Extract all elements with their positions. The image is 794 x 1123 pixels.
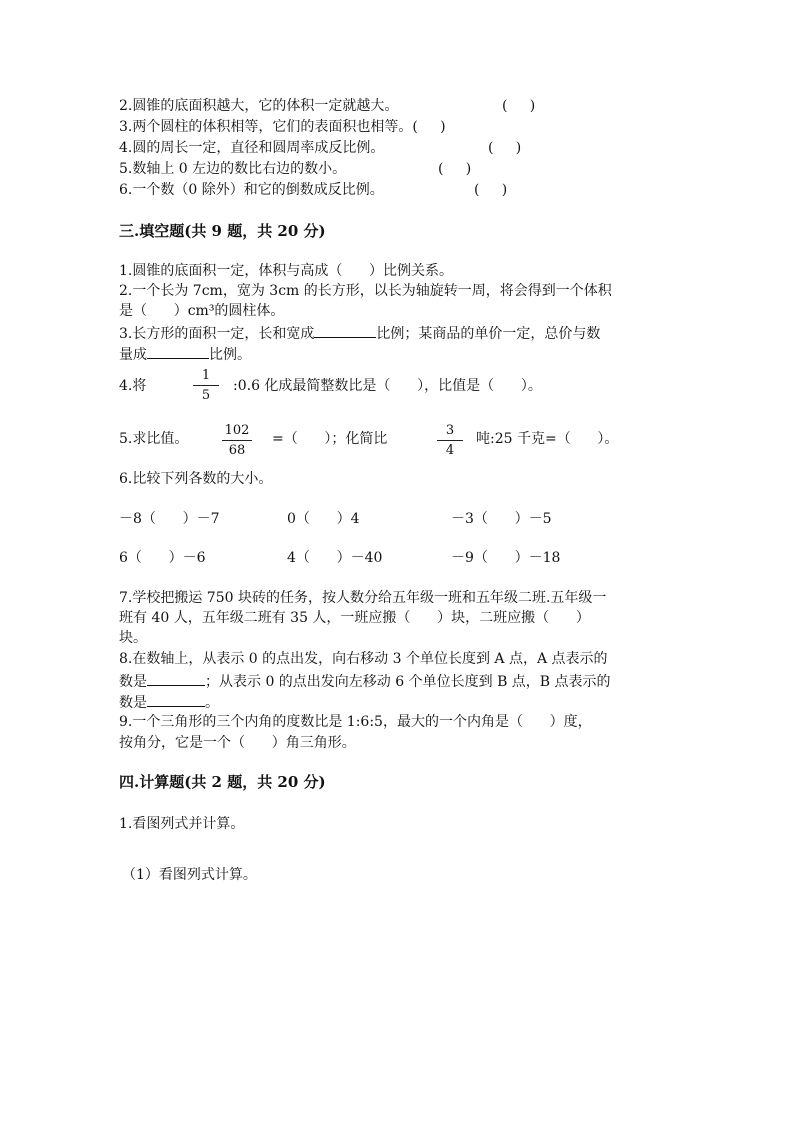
- answer-blank: [147, 344, 209, 359]
- fill-q8-line3: 数是 。: [119, 692, 219, 712]
- judge-item-4: 4.圆的周长一定，直径和圆周率成反比例。: [119, 140, 385, 156]
- fill-q8-line1: 8.在数轴上，从表示 0 的点出发，向右移动 3 个单位长度到 A 点，A 点表示的: [119, 651, 608, 667]
- answer-blank: [147, 671, 205, 686]
- judge-item-5: 5.数轴上 0 左边的数比右边的数小。: [119, 161, 347, 177]
- fraction-one-fifth: 1 5: [193, 369, 219, 403]
- judge-item-2: 2.圆锥的底面积越大，它的体积一定就越大。: [119, 98, 399, 114]
- fill-q1: 1.圆锥的底面积一定，体积与高成（ ）比例关系。: [119, 263, 454, 279]
- fill-q2-line2: 是（ ）cm³的圆柱体。: [119, 303, 285, 319]
- judge-item-3: 3.两个圆柱的体积相等，它们的表面积也相等。( ): [119, 119, 446, 135]
- fill-q4-prefix: 4.将: [119, 378, 147, 394]
- fill-q4-suffix: :0.6 化成最简整数比是（ ），比值是（ ）。: [233, 378, 542, 394]
- section-4-heading: 四.计算题(共 2 题，共 20 分): [119, 773, 326, 791]
- fill-q7-line2: 班有 40 人，五年级二班有 35 人，一班应搬（ ）块，二班应搬（ ）: [119, 610, 590, 626]
- calc-q1-sub1: （1）看图列式计算。: [122, 867, 257, 883]
- section-3-heading: 三.填空题(共 9 题，共 20 分): [119, 222, 326, 240]
- fill-q8-line2: 数是 ；从表示 0 的点出发向左移动 6 个单位长度到 B 点，B 点表示的: [119, 671, 611, 691]
- fill-q9-line2: 按角分，它是一个（ ）角三角形。: [119, 735, 356, 751]
- fill-q5-prefix: 5.求比值。: [119, 431, 189, 447]
- judge-answer-paren-2: ( ): [502, 98, 536, 114]
- compare-item: －8（ ）－7: [119, 511, 220, 527]
- calc-q1: 1.看图列式并计算。: [119, 816, 245, 832]
- fraction-102-68: 102 68: [222, 424, 252, 458]
- fill-q2-line1: 2.一个长为 7cm，宽为 3cm 的长方形，以长为轴旋转一周，将会得到一个体积: [119, 283, 612, 299]
- answer-blank: [314, 323, 376, 338]
- judge-answer-paren-6: ( ): [474, 182, 508, 198]
- compare-item: －3（ ）－5: [451, 511, 552, 527]
- compare-item: 0（ ）4: [287, 511, 360, 527]
- fill-q3-line2: 量成 比例。: [119, 344, 251, 364]
- answer-blank: [147, 692, 205, 707]
- fill-q9-line1: 9.一个三角形的三个内角的度数比是 1:6:5，最大的一个内角是（ ）度，: [119, 714, 592, 730]
- fill-q7-line3: 块。: [119, 630, 147, 646]
- fill-q5-suffix: 吨:25 千克=（ ）。: [476, 431, 619, 447]
- judge-answer-paren-4: ( ): [488, 140, 522, 156]
- fill-q7-line1: 7.学校把搬运 750 块砖的任务，按人数分给五年级一班和五年级二班.五年级一: [119, 590, 607, 606]
- judge-item-6: 6.一个数（0 除外）和它的倒数成反比例。: [119, 182, 384, 198]
- compare-item: －9（ ）－18: [451, 550, 561, 566]
- fill-q5-mid: =（ ）；化简比: [272, 431, 388, 447]
- judge-answer-paren-5: ( ): [438, 161, 472, 177]
- compare-item: 4（ ）－40: [287, 550, 383, 566]
- compare-item: 6（ ）－6: [119, 550, 206, 566]
- fraction-three-fourths: 3 4: [437, 424, 463, 458]
- fill-q3-line1: 3.长方形的面积一定，长和宽成 比例；某商品的单价一定，总价与数: [119, 323, 600, 343]
- fill-q6: 6.比较下列各数的大小。: [119, 471, 273, 487]
